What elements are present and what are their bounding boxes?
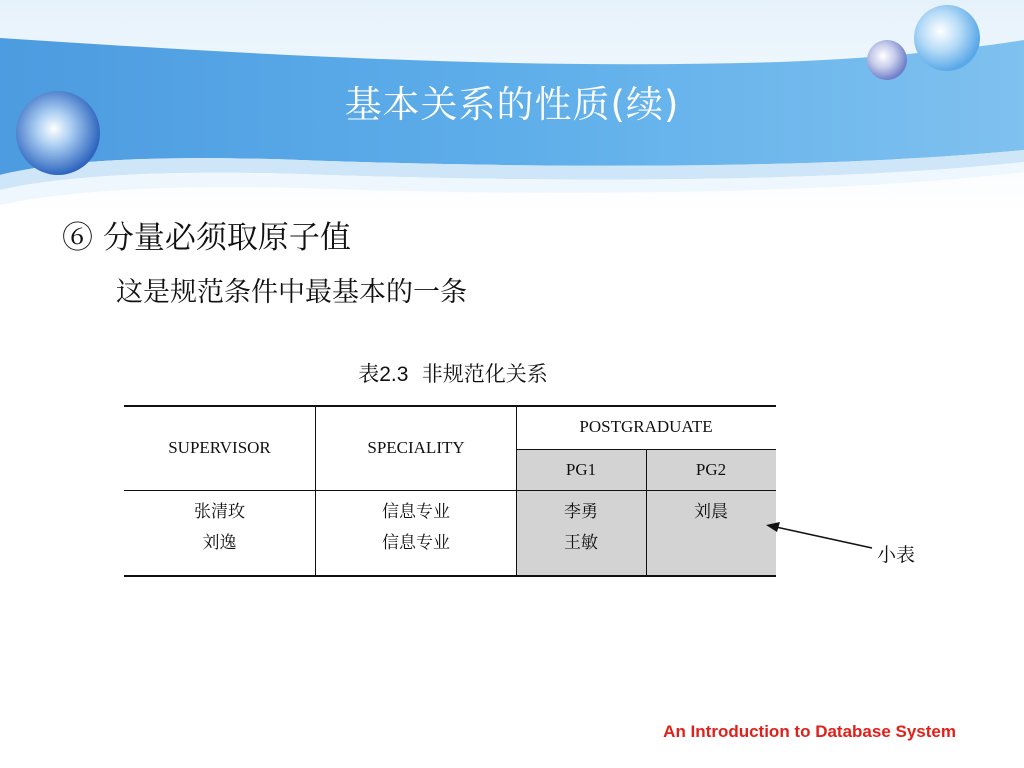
table-bottom-rule xyxy=(124,575,776,577)
caption-label: 非规范化关系 xyxy=(421,362,548,386)
column-pg2-values xyxy=(646,497,776,571)
table-caption xyxy=(0,358,906,388)
table-cell: 刘逸 xyxy=(202,533,237,553)
caption-number: 2.3 xyxy=(379,363,409,386)
table-cell: 信息专业 xyxy=(382,502,450,522)
table-cell: 信息专业 xyxy=(382,533,450,553)
decorative-sphere-right xyxy=(914,5,980,71)
header-supervisor: SUPERVISOR xyxy=(168,438,271,457)
column-speciality-values xyxy=(316,497,516,571)
bullet-point xyxy=(62,212,351,257)
non-normalized-table xyxy=(124,405,776,577)
caption-prefix: 表 xyxy=(358,362,380,386)
table-cell: 张清玫 xyxy=(194,502,245,522)
table-top-rule xyxy=(124,405,776,407)
bullet-text: 分量必须取原子值 xyxy=(102,220,351,256)
column-divider xyxy=(516,405,517,577)
footer-course-title: An Introduction to Database System xyxy=(663,722,956,741)
column-pg1-values xyxy=(516,497,646,571)
column-divider xyxy=(315,405,316,577)
bullet-subtext: 这是规范条件中最基本的一条 xyxy=(116,277,467,308)
header-postgraduate: POSTGRADUATE xyxy=(579,417,713,436)
bullet-marker: ⑥ xyxy=(62,220,93,256)
table-cell: 王敏 xyxy=(564,533,598,553)
header-pg1: PG1 xyxy=(565,460,597,479)
column-divider xyxy=(646,449,647,577)
table-cell: 刘晨 xyxy=(694,502,728,522)
annotation-label: 小表 xyxy=(877,544,916,566)
header-speciality: SPECIALITY xyxy=(367,438,465,457)
header-pg2: PG2 xyxy=(695,460,727,479)
header-bottom-rule xyxy=(124,490,776,491)
arrow-icon xyxy=(764,515,874,555)
table-cell: 李勇 xyxy=(564,502,598,522)
slide-title: 基本关系的性质(续) xyxy=(344,83,680,126)
column-supervisor-values xyxy=(124,497,315,571)
